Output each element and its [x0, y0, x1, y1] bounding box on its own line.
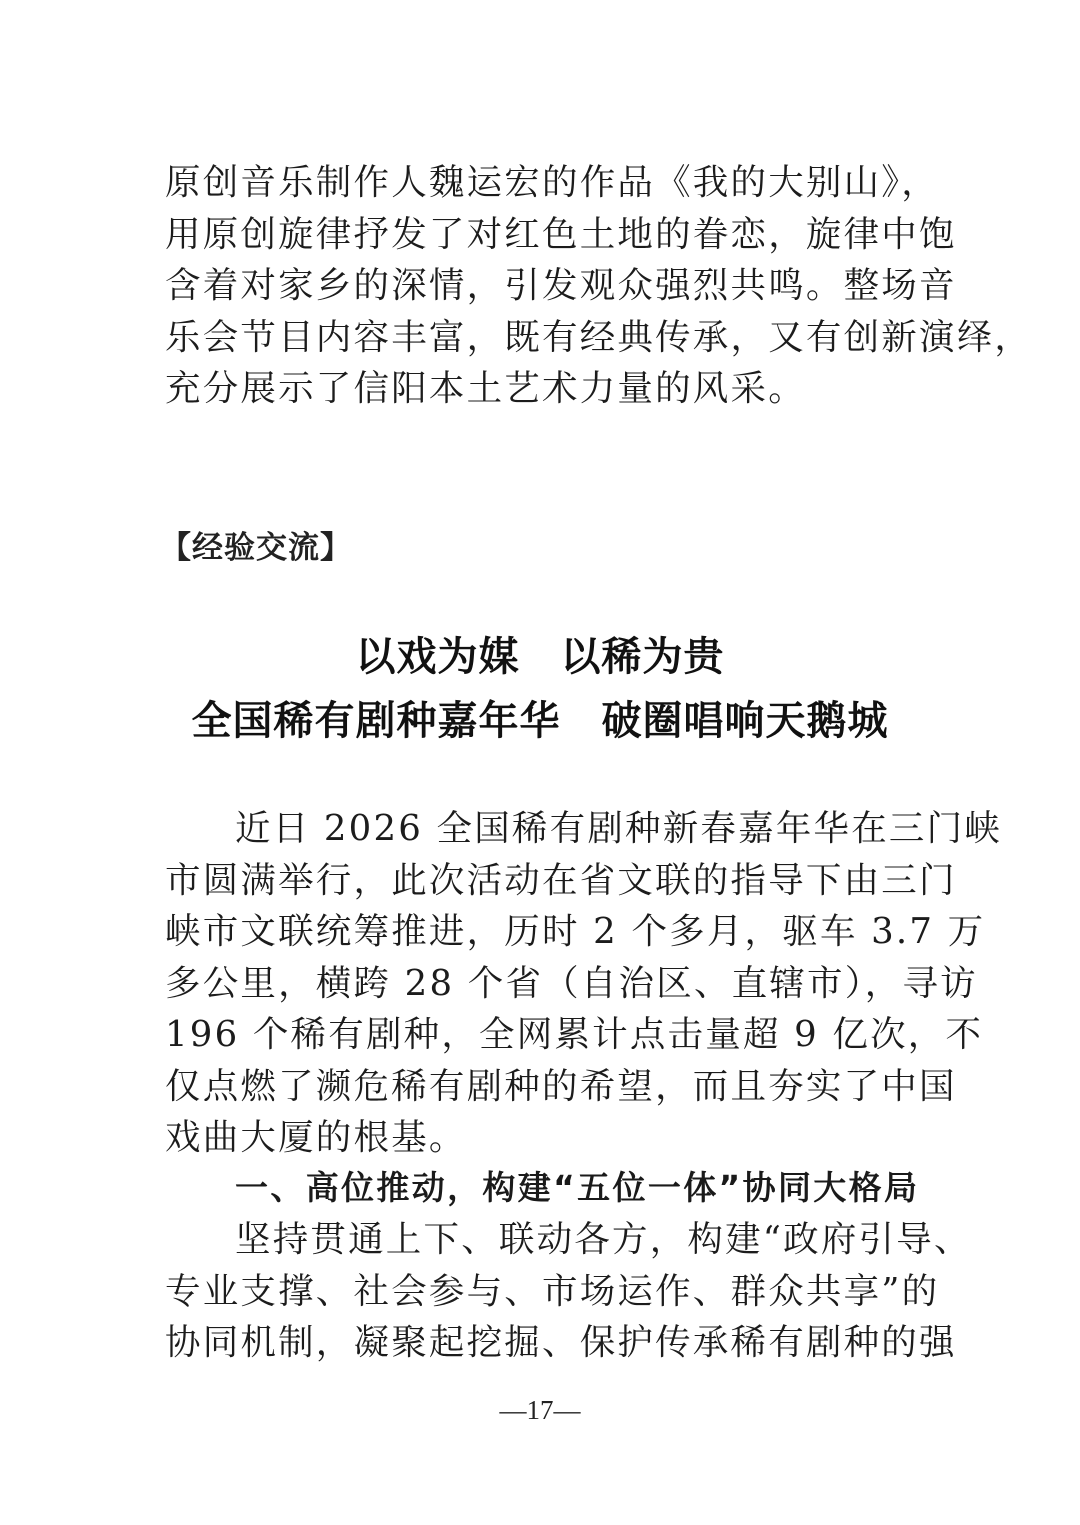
- article-title-line-2: 全国稀有剧种嘉年华 破圈唱响天鹅城: [191, 697, 889, 744]
- paragraph-line: 乐会节目内容丰富，既有经典传承，又有创新演绎，: [165, 316, 1033, 358]
- paragraph-line: 用原创旋律抒发了对红色土地的眷恋，旋律中饱: [165, 213, 957, 255]
- intro-paragraph: [165, 803, 1003, 1164]
- paragraph-line: 专业支撑、社会参与、市场运作、群众共享”的: [165, 1270, 940, 1312]
- paragraph-line: 戏曲大厦的根基。: [165, 1117, 467, 1158]
- paragraph-line: 协同机制，凝聚起挖掘、保护传承稀有剧种的强: [165, 1322, 957, 1363]
- article-title-line-1: 以戏为媒 以稀为贵: [355, 633, 725, 680]
- paragraph-line: 峡市文联统筹推进，历时 2 个多月，驱车 3.7 万: [165, 911, 986, 952]
- paragraph-line: 仅点燃了濒危稀有剧种的希望，而且夯实了中国: [165, 1065, 957, 1107]
- paragraph-line: 市圆满举行，此次活动在省文联的指导下由三门: [165, 859, 957, 901]
- section-tag: 【经验交流】: [160, 530, 352, 566]
- section-1-paragraph: [165, 1214, 972, 1369]
- continued-paragraph: [165, 157, 1033, 415]
- paragraph-line: 原创音乐制作人魏运宏的作品《我的大别山》，: [165, 162, 939, 203]
- paragraph-line: 近日 2026 全国稀有剧种新春嘉年华在三门峡: [235, 808, 1003, 849]
- paragraph-line: 多公里，横跨 28 个省（自治区、直辖市），寻访: [165, 962, 978, 1004]
- paragraph-line: 含着对家乡的深情，引发观众强烈共鸣。整场音: [165, 265, 957, 306]
- paragraph-line: 充分展示了信阳本土艺术力量的风采。: [165, 368, 806, 409]
- page-number: —17—: [499, 1395, 581, 1425]
- paragraph-line: 坚持贯通上下、联动各方，构建“政府引导、: [235, 1219, 972, 1260]
- section-1-heading: 一、高位推动，构建“五位一体”协同大格局: [235, 1168, 917, 1207]
- paragraph-line: 196 个稀有剧种，全网累计点击量超 9 亿次，不: [165, 1014, 984, 1055]
